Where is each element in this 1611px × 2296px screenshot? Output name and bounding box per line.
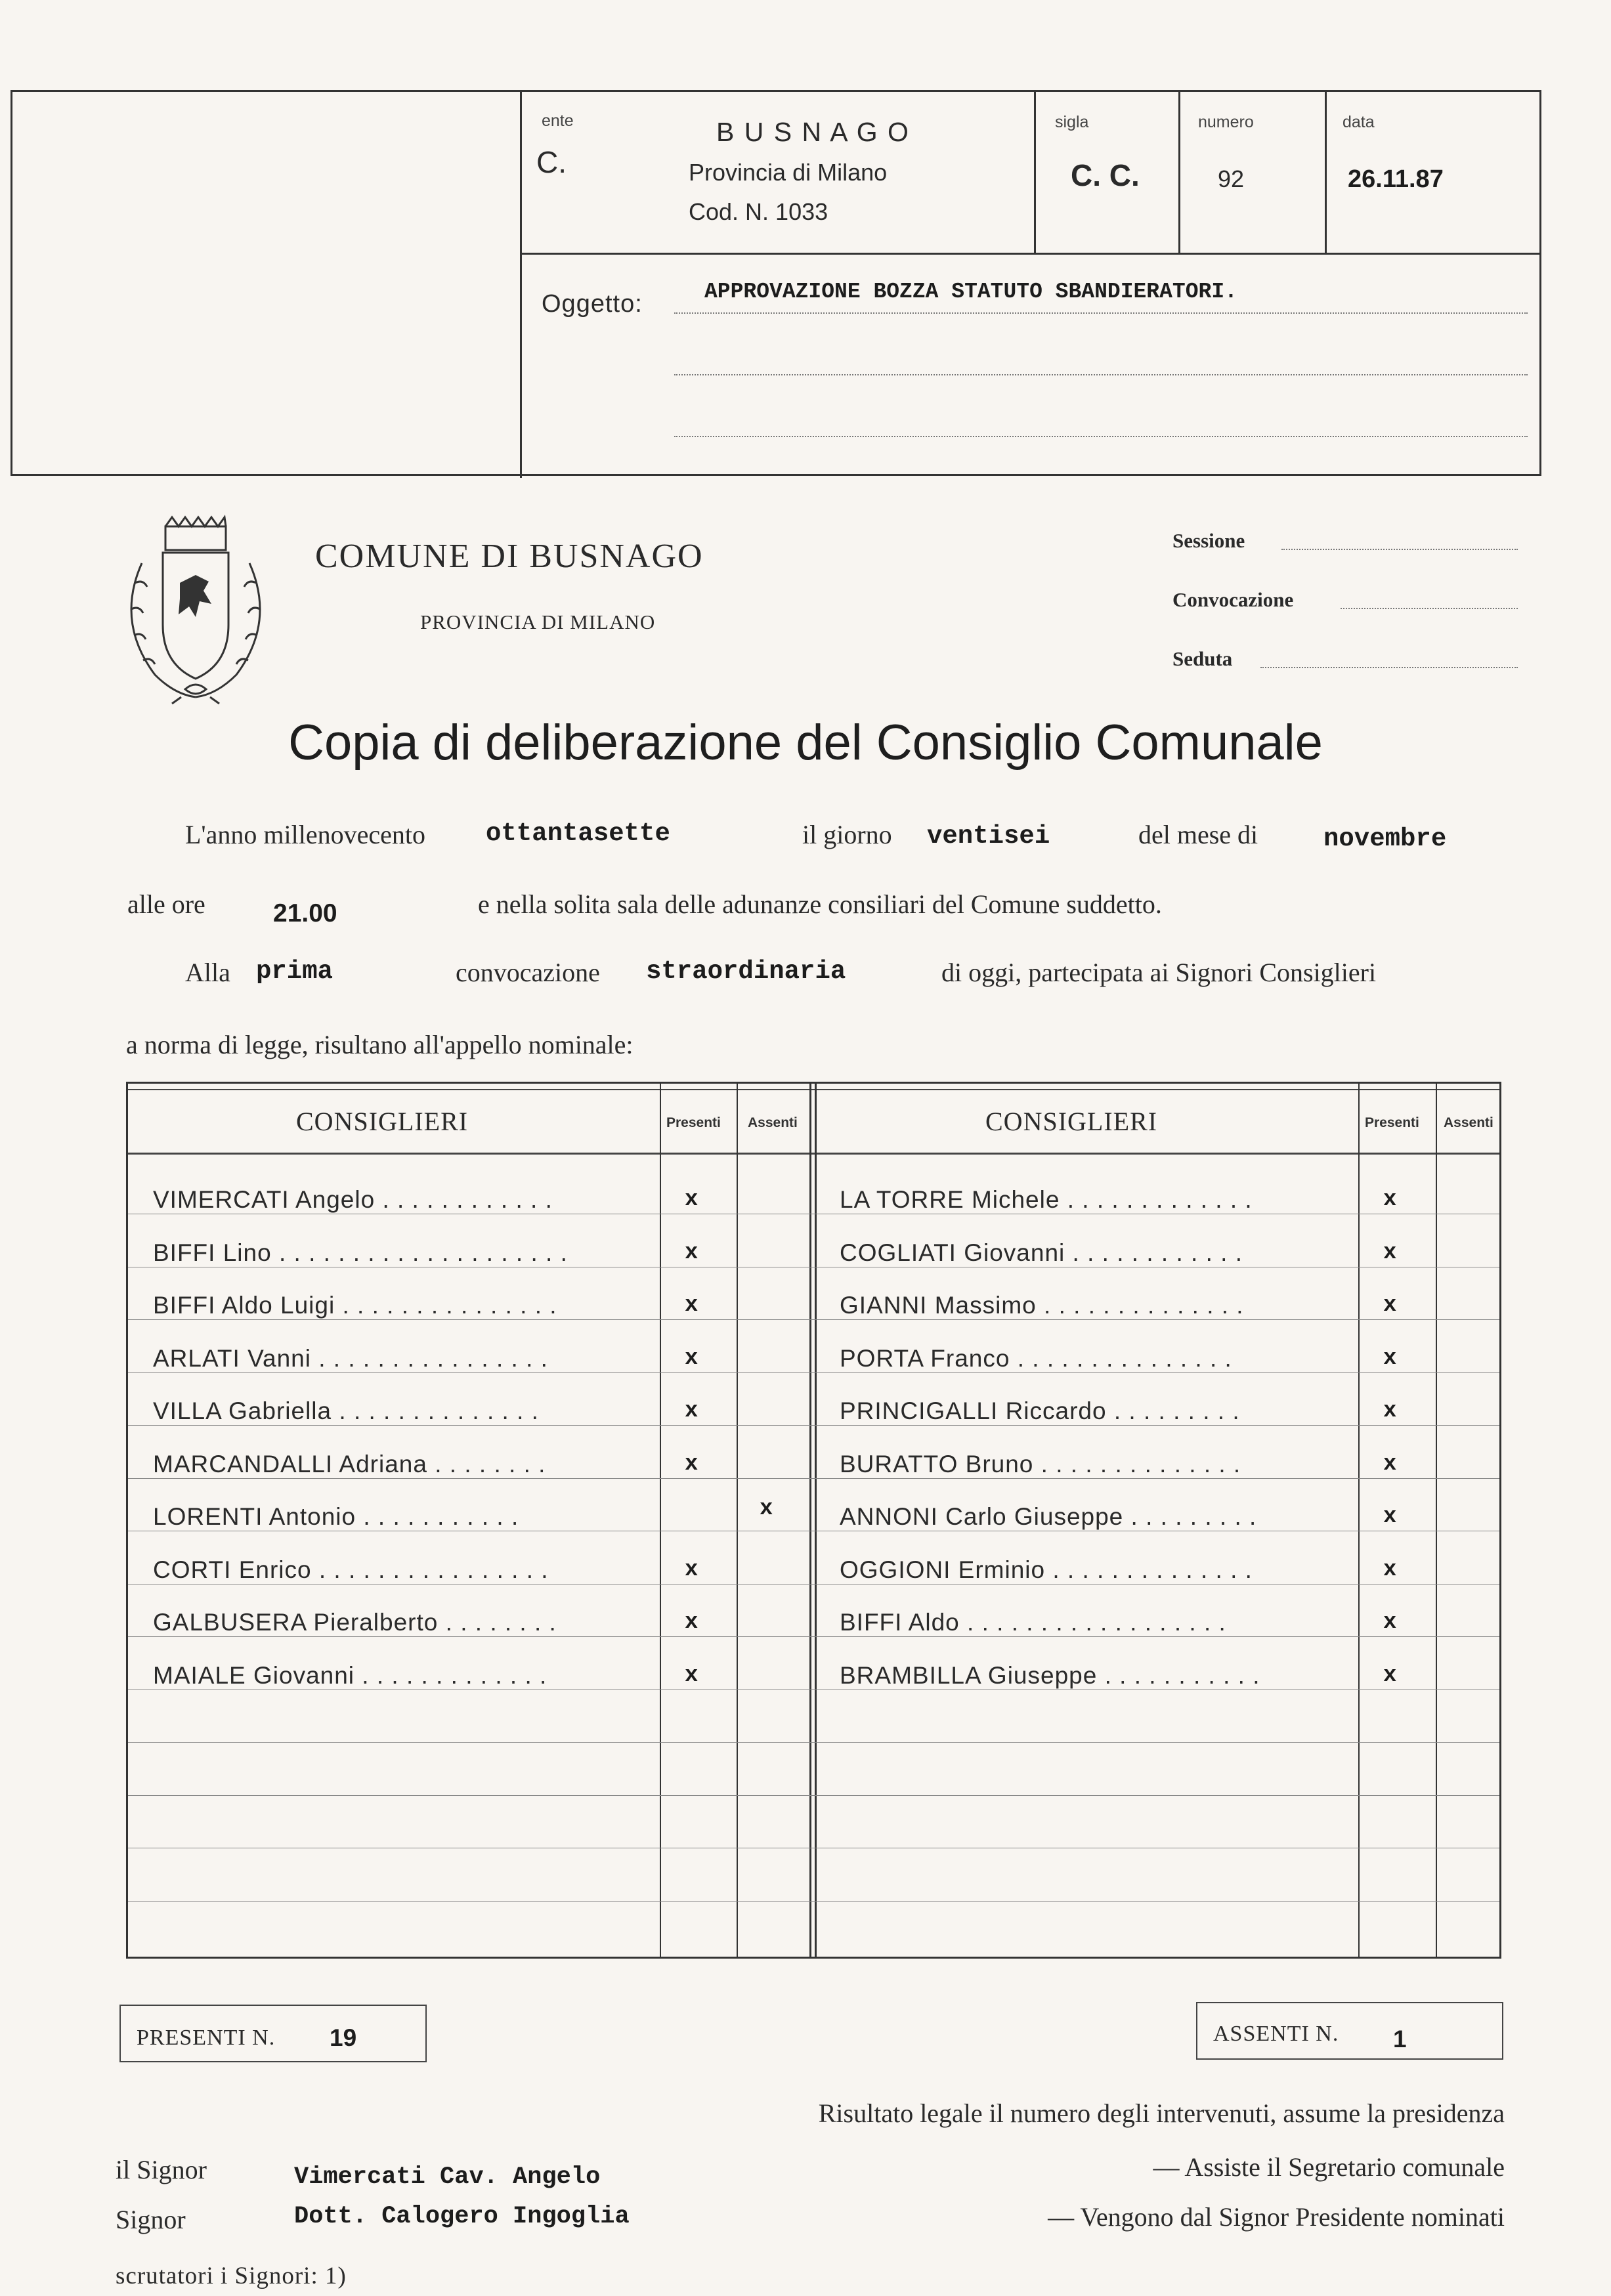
consigliere-name: ARLATI Vanni . . . . . . . . . . . . . . . .	[153, 1344, 548, 1372]
table-col-line	[1358, 1084, 1360, 1957]
consigliere-name: BIFFI Aldo . . . . . . . . . . . . . . . . . .	[840, 1609, 1226, 1636]
presente-mark: x	[685, 1187, 698, 1212]
table-col-line	[660, 1084, 661, 1957]
presente-mark: x	[1383, 1663, 1397, 1688]
table-rule	[128, 1153, 1499, 1155]
presente-mark: x	[1383, 1504, 1397, 1529]
consigliere-name: ANNONI Carlo Giuseppe . . . . . . . . .	[840, 1503, 1257, 1530]
assente-mark: x	[760, 1497, 773, 1521]
segretario-name: Dott. Calogero Ingoglia	[294, 2203, 630, 2230]
oggetto-line	[674, 436, 1528, 437]
alla-value: prima	[256, 957, 333, 986]
presente-mark: x	[1383, 1346, 1397, 1371]
presente-mark: x	[1383, 1399, 1397, 1424]
consigliere-name: LORENTI Antonio . . . . . . . . . . .	[153, 1503, 519, 1530]
table-row-rule	[128, 1372, 1499, 1373]
consigliere-name: MAIALE Giovanni . . . . . . . . . . . . .	[153, 1661, 548, 1689]
attendance-table	[126, 1082, 1501, 1959]
sessione-label: Sessione	[1172, 529, 1245, 552]
scrutatori-text: scrutatori i Signori: 1)	[116, 2263, 347, 2289]
numero-value: 92	[1218, 165, 1245, 192]
assenti-box	[1196, 2002, 1503, 2060]
sessione-line	[1281, 549, 1518, 550]
document-title: Copia di deliberazione del Consiglio Comunale	[288, 715, 1323, 771]
table-col-line	[1436, 1084, 1437, 1957]
presente-mark: x	[1383, 1293, 1397, 1318]
table-row-rule	[128, 1319, 1499, 1320]
table-row-rule	[128, 1636, 1499, 1637]
presente-mark: x	[685, 1240, 698, 1265]
letterhead-provincia: PROVINCIA DI MILANO	[420, 610, 656, 633]
presenti-box	[119, 2005, 427, 2062]
ente-value: C.	[536, 145, 567, 179]
oggetto-value: APPROVAZIONE BOZZA STATUTO SBANDIERATORI.	[704, 280, 1237, 304]
presente-mark: x	[1383, 1187, 1397, 1212]
consigliere-name: GIANNI Massimo . . . . . . . . . . . . . .	[840, 1292, 1244, 1319]
assenti-label: ASSENTI N.	[1213, 2022, 1339, 2046]
sigla-value: C. C.	[1071, 158, 1140, 192]
presente-mark: x	[685, 1451, 698, 1477]
ore-label: alle ore	[127, 889, 205, 919]
consigliere-name: PRINCIGALLI Riccardo . . . . . . . . .	[840, 1397, 1240, 1424]
presente-mark: x	[685, 1557, 698, 1583]
table-row-rule	[128, 1901, 1499, 1902]
col-consiglieri-left: CONSIGLIERI	[296, 1107, 469, 1136]
sigla-label: sigla	[1055, 113, 1089, 131]
consigliere-name: LA TORRE Michele . . . . . . . . . . . . .	[840, 1186, 1253, 1213]
table-row-rule	[128, 1742, 1499, 1743]
letterhead-comune: COMUNE DI BUSNAGO	[315, 538, 704, 575]
presente-mark: x	[685, 1610, 698, 1635]
consigliere-name: COGLIATI Giovanni . . . . . . . . . . . .	[840, 1239, 1243, 1266]
presenti-label: PRESENTI N.	[137, 2026, 276, 2050]
header-divider	[520, 92, 522, 478]
oggi-text: di oggi, partecipata ai Signori Consiglieri	[941, 958, 1377, 987]
signor-label: Signor	[116, 2205, 186, 2234]
numero-label: numero	[1198, 113, 1254, 131]
giorno-label: il giorno	[802, 820, 892, 849]
consigliere-name: OGGIONI Erminio . . . . . . . . . . . . . .	[840, 1556, 1253, 1583]
codice: Cod. N. 1033	[689, 198, 828, 225]
consigliere-name: BURATTO Bruno . . . . . . . . . . . . . .	[840, 1450, 1241, 1478]
presente-mark: x	[1383, 1240, 1397, 1265]
table-col-line	[809, 1084, 811, 1957]
header-divider	[1034, 92, 1036, 253]
presente-mark: x	[685, 1346, 698, 1371]
anno-value: ottantasette	[486, 819, 670, 848]
convocazione-value: straordinaria	[646, 957, 846, 986]
ore-value: 21.00	[273, 899, 337, 927]
header-divider	[520, 253, 1541, 255]
col-presenti-left: Presenti	[666, 1115, 721, 1130]
il-signor-label: il Signor	[116, 2155, 207, 2184]
presente-mark: x	[1383, 1451, 1397, 1477]
consigliere-name: VILLA Gabriella . . . . . . . . . . . . . .	[153, 1397, 539, 1424]
presente-mark: x	[685, 1399, 698, 1424]
consigliere-name: VIMERCATI Angelo . . . . . . . . . . . .	[153, 1186, 553, 1213]
table-col-line	[737, 1084, 738, 1957]
presidente-name: Vimercati Cav. Angelo	[294, 2163, 601, 2191]
risultato-text: Risultato legale il numero degli intervenuti, assume la presidenza	[818, 2098, 1505, 2128]
mese-label: del mese di	[1138, 820, 1258, 849]
presente-mark: x	[1383, 1610, 1397, 1635]
col-consiglieri-right: CONSIGLIERI	[985, 1107, 1158, 1136]
convocazione-text-label: convocazione	[456, 958, 600, 987]
consigliere-name: MARCANDALLI Adriana . . . . . . . .	[153, 1450, 546, 1478]
alla-label: Alla	[185, 958, 230, 987]
norma-text: a norma di legge, risultano all'appello nominale:	[126, 1030, 634, 1059]
presenti-value: 19	[330, 2024, 357, 2051]
assenti-value: 1	[1393, 2026, 1407, 2052]
table-row-rule	[128, 1478, 1499, 1479]
convocazione-label: Convocazione	[1172, 588, 1294, 611]
mese-value: novembre	[1323, 824, 1447, 853]
header-divider	[1325, 92, 1327, 253]
comune-name: B U S N A G O	[716, 117, 910, 147]
col-assenti-left: Assenti	[748, 1115, 798, 1130]
oggetto-line	[674, 374, 1528, 375]
convocazione-line	[1341, 608, 1518, 609]
header-divider	[1178, 92, 1180, 253]
consigliere-name: CORTI Enrico . . . . . . . . . . . . . . . .	[153, 1556, 549, 1583]
seduta-label: Seduta	[1172, 647, 1233, 670]
table-row-rule	[128, 1795, 1499, 1796]
oggetto-line	[674, 312, 1528, 314]
consigliere-name: BIFFI Aldo Luigi . . . . . . . . . . . . . . .	[153, 1292, 557, 1319]
col-presenti-right: Presenti	[1365, 1115, 1419, 1130]
anno-prefix: L'anno millenovecento	[185, 820, 425, 849]
ente-label: ente	[542, 112, 574, 130]
seduta-line	[1260, 667, 1518, 668]
coat-of-arms-emblem	[116, 511, 276, 705]
table-rule	[128, 1089, 1499, 1090]
giorno-value: ventisei	[927, 822, 1050, 851]
data-label: data	[1342, 113, 1375, 131]
consigliere-name: PORTA Franco . . . . . . . . . . . . . . .	[840, 1344, 1232, 1372]
provincia-name: Provincia di Milano	[689, 159, 888, 186]
consigliere-name: BRAMBILLA Giuseppe . . . . . . . . . . .	[840, 1661, 1260, 1689]
table-col-line	[815, 1084, 817, 1957]
sala-text: e nella solita sala delle adunanze consiliari del Comune suddetto.	[478, 889, 1162, 919]
table-row-rule	[128, 1425, 1499, 1426]
oggetto-label: Oggetto:	[542, 290, 643, 318]
vengono-text: — Vengono dal Signor Presidente nominati	[1048, 2202, 1505, 2232]
presente-mark: x	[1383, 1557, 1397, 1583]
data-value: 26.11.87	[1348, 165, 1444, 193]
presente-mark: x	[685, 1663, 698, 1688]
header-box	[11, 90, 1541, 476]
consigliere-name: BIFFI Lino . . . . . . . . . . . . . . . . . . . .	[153, 1239, 568, 1266]
presente-mark: x	[685, 1293, 698, 1318]
col-assenti-right: Assenti	[1444, 1115, 1493, 1130]
assiste-text: — Assiste il Segretario comunale	[1153, 2152, 1505, 2182]
consigliere-name: GALBUSERA Pieralberto . . . . . . . .	[153, 1609, 557, 1636]
